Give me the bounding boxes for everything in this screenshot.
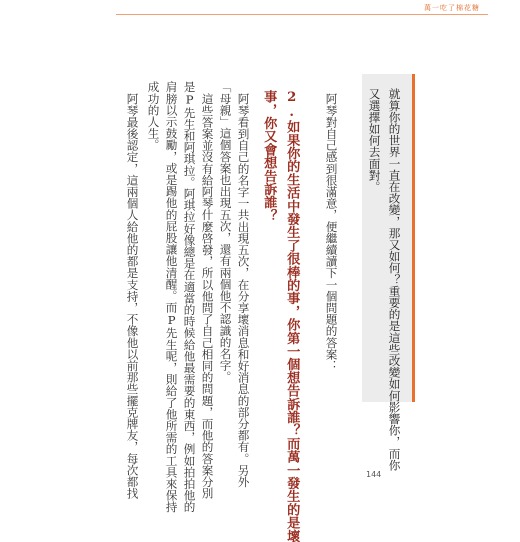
- body-line: 這些答案並沒有給阿琴什麼啓發，所以他問了自己相同的問題，而他的答案分別: [200, 93, 215, 499]
- body-line: 肩膀以示鼓勵，或是踢他的屁股讓他清醒。而P先生呢，則給了他所需的工具來保持: [164, 81, 179, 513]
- running-title: 萬一吃了棉花糖: [424, 4, 480, 12]
- callout-line-2: 又選擇如何去面對。: [367, 88, 382, 193]
- body-line: 是P先生和阿琪拉。阿琪拉好像總是在適當的時候給他最需要的東西，例如拍拍他的: [182, 81, 197, 513]
- question-heading-line-1: 2.如果你的生活中發生了很棒的事，你第一個想告訴誰？而萬一發生的是壞: [284, 90, 300, 542]
- body-line: 阿琴最後認定，這兩個人給他的都是支持，不像他以前那些擺克牌友，每次都找: [125, 93, 140, 499]
- question-heading-line-2: 事，你又會想告訴誰？: [261, 90, 277, 222]
- header-rule: [116, 14, 488, 15]
- callout-accent-bar: [412, 74, 415, 402]
- page-number: 144: [366, 470, 382, 479]
- callout-line-1: 就算你的世界一直在改變，那又如何？重要的是這些改變如何影響你，而你: [387, 88, 402, 471]
- body-line: 成功的人生。: [146, 81, 161, 151]
- body-line: 「母親」這個答案也出現五次，還有兩個他不認識的名字。: [218, 81, 233, 383]
- body-line: 阿琴看到自己的名字一共出現五次，在分享壞消息和好消息的部分都有。另外: [236, 93, 251, 488]
- intro-paragraph: 阿琴對自己感到很滿意，便繼續讀下一個問題的答案：: [324, 93, 339, 372]
